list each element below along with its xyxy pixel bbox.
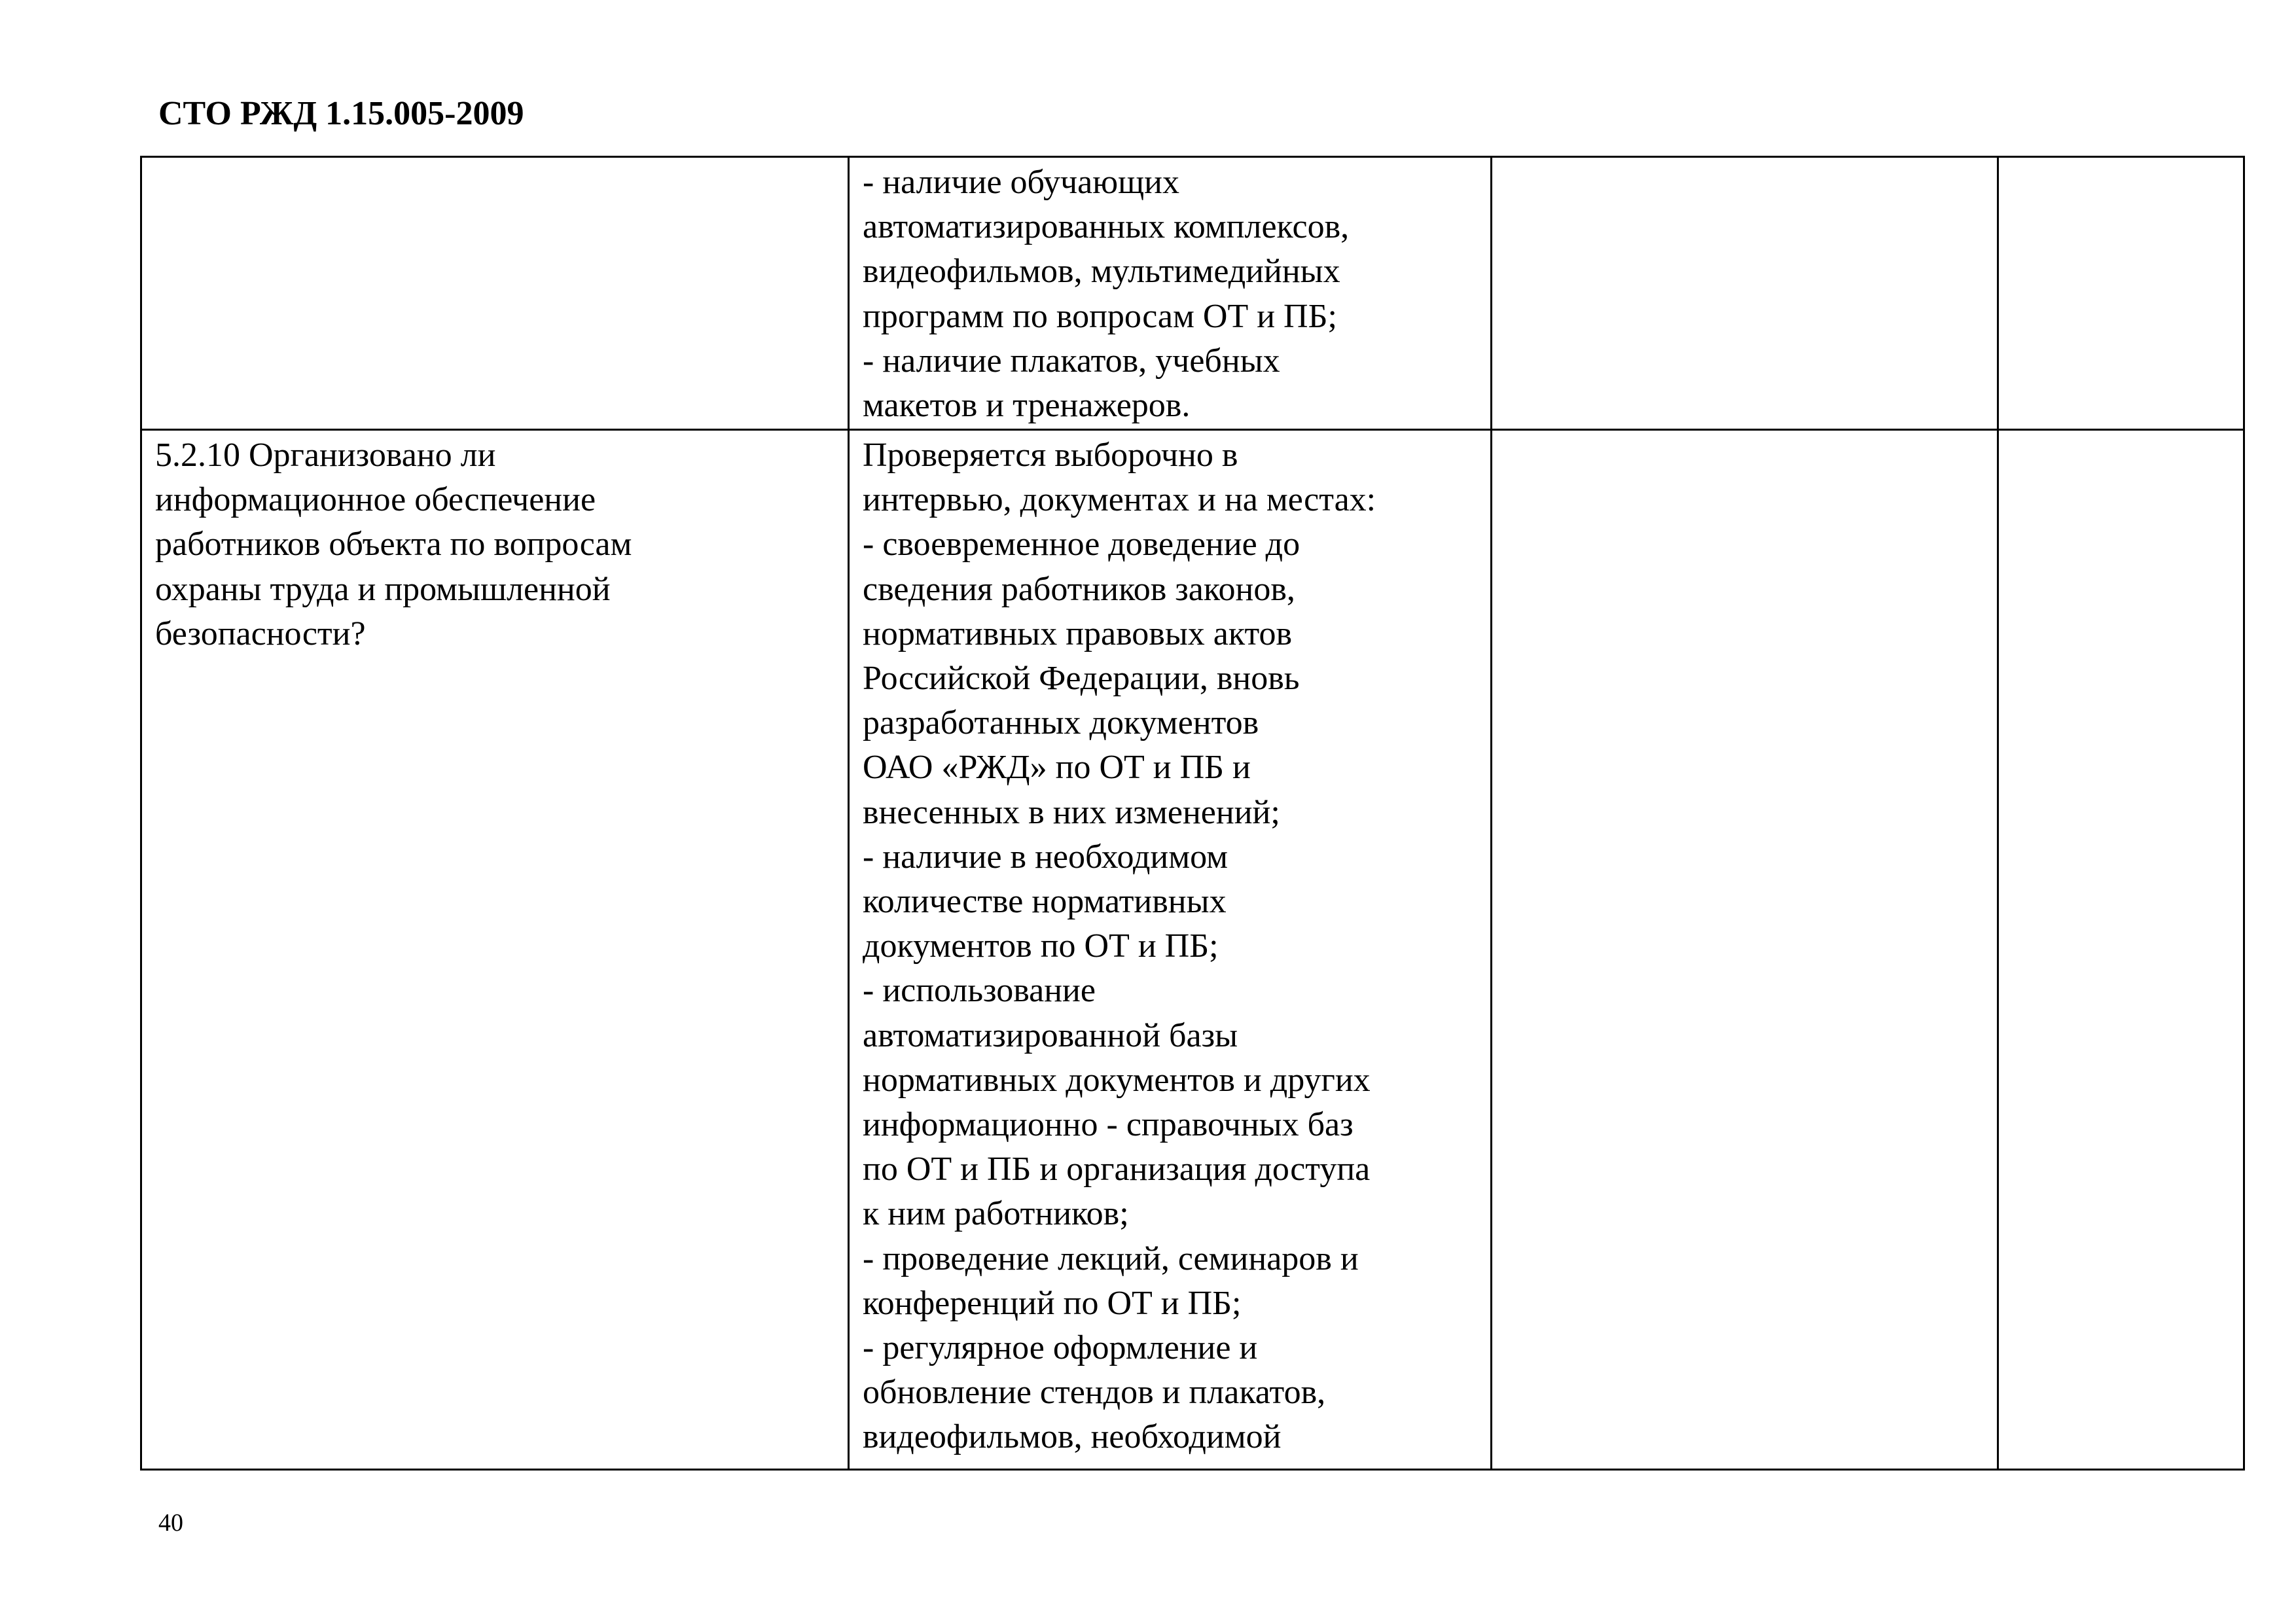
document-code-header: СТО РЖД 1.15.005-2009 — [158, 95, 524, 132]
question-line: информационное обеспечение — [155, 481, 596, 519]
check-line: макетов и тренажеров. — [863, 387, 1191, 425]
empty-cell — [1998, 157, 2244, 430]
check-line: к ним работников; — [863, 1195, 1129, 1233]
question-cell — [141, 430, 849, 1470]
check-line: разработанных документов — [863, 704, 1259, 742]
check-line: - регулярное оформление и — [863, 1329, 1258, 1367]
check-line: Проверяется выборочно в — [863, 437, 1238, 474]
check-line: - наличие обучающих — [863, 164, 1179, 201]
check-line: автоматизированных комплексов, — [863, 208, 1350, 246]
page-number: 40 — [158, 1509, 183, 1537]
check-line: автоматизированной базы — [863, 1016, 1238, 1054]
check-line: сведения работников законов, — [863, 570, 1295, 608]
question-cell — [141, 157, 849, 430]
check-line: по ОТ и ПБ и организация доступа — [863, 1150, 1371, 1188]
check-method-cell — [849, 157, 1492, 430]
check-line: ОАО «РЖД» по ОТ и ПБ и — [863, 749, 1251, 787]
table-row — [141, 430, 2244, 1470]
table-row — [141, 157, 2244, 430]
check-line: количестве нормативных — [863, 883, 1227, 921]
question-line: безопасности? — [155, 615, 366, 652]
checklist-table — [140, 156, 2245, 1471]
check-method-cell — [849, 430, 1492, 1470]
question-line: 5.2.10 Организовано ли — [155, 437, 496, 474]
check-line: обновление стендов и плакатов, — [863, 1374, 1326, 1412]
check-line: документов по ОТ и ПБ; — [863, 927, 1219, 965]
check-line: - наличие в необходимом — [863, 838, 1229, 876]
check-line: - своевременное доведение до — [863, 526, 1300, 563]
check-line: нормативных правовых актов — [863, 615, 1293, 652]
empty-cell — [1492, 430, 1998, 1470]
question-line: работников объекта по вопросам — [155, 526, 632, 563]
check-line: - наличие плакатов, учебных — [863, 342, 1280, 380]
check-line: - использование — [863, 972, 1096, 1010]
check-line: программ по вопросам ОТ и ПБ; — [863, 297, 1337, 335]
check-line: Российской Федерации, вновь — [863, 660, 1300, 698]
check-line: информационно - справочных баз — [863, 1106, 1354, 1144]
check-line: интервью, документах и на местах: — [863, 481, 1376, 519]
check-line: видеофильмов, необходимой — [863, 1418, 1282, 1456]
check-line: внесенных в них изменений; — [863, 793, 1280, 831]
empty-cell — [1998, 430, 2244, 1470]
check-line: нормативных документов и других — [863, 1061, 1371, 1099]
check-line: видеофильмов, мультимедийных — [863, 253, 1340, 291]
check-line: - проведение лекций, семинаров и — [863, 1240, 1359, 1277]
check-line: конференций по ОТ и ПБ; — [863, 1284, 1242, 1322]
question-line: охраны труда и промышленной — [155, 570, 611, 608]
empty-cell — [1492, 157, 1998, 430]
